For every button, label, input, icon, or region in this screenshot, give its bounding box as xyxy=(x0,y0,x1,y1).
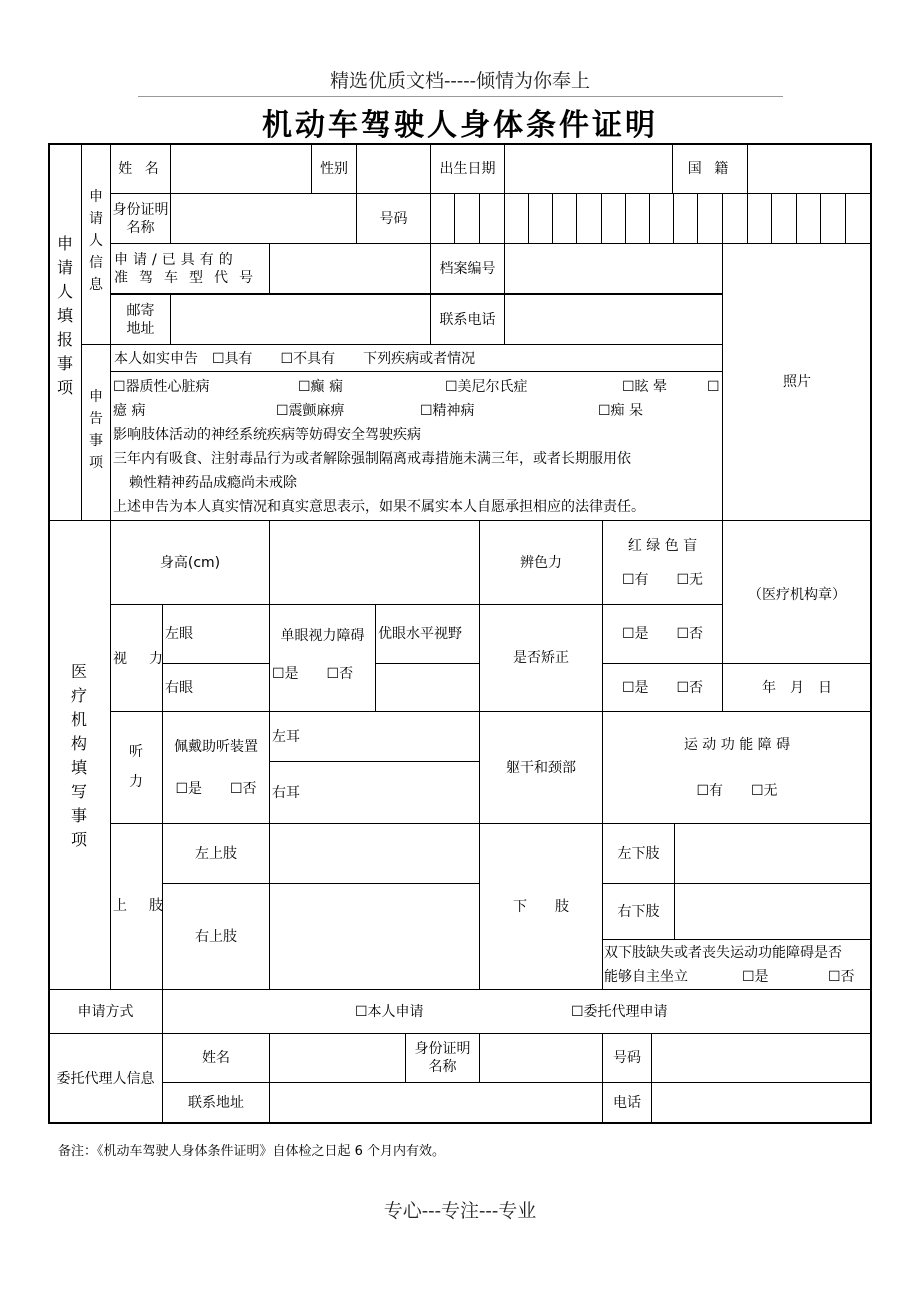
license-label-line2: 准驾车型代号 xyxy=(114,269,264,286)
seal-box: （医疗机构章） xyxy=(722,520,872,664)
id-type-field[interactable] xyxy=(170,193,357,244)
disease-heart[interactable]: ☐器质性心脏病 xyxy=(113,379,210,395)
field-label: 优眼水平视野 xyxy=(375,604,480,664)
disease-parkinson[interactable]: ☐震颤麻痹 xyxy=(276,403,345,419)
id-digit-box[interactable] xyxy=(673,193,698,244)
medical-section-label: 医疗机构填写事项 xyxy=(70,662,87,849)
disease-dementia[interactable]: ☐痴 呆 xyxy=(598,403,644,419)
color-label: 辨色力 xyxy=(479,520,603,605)
id-number-label: 号码 xyxy=(356,193,431,244)
id-digit-box[interactable] xyxy=(625,193,650,244)
motor-cell xyxy=(602,711,872,824)
proxy-address-label: 联系地址 xyxy=(162,1082,270,1124)
nationality-field[interactable] xyxy=(747,143,872,194)
birth-field[interactable] xyxy=(504,143,673,194)
id-digit-box[interactable] xyxy=(552,193,577,244)
id-digit-box[interactable] xyxy=(747,193,772,244)
red-green-label: 红 绿 色 盲 xyxy=(627,537,698,554)
phone-field[interactable] xyxy=(504,294,723,345)
declare-line-have[interactable]: 本人如实申告 ☐具有 ☐不具有 下列疾病或者情况 xyxy=(114,351,476,367)
id-digit-box[interactable] xyxy=(820,193,846,244)
id-digit-box[interactable] xyxy=(697,193,723,244)
left-lower-label: 左下肢 xyxy=(602,823,675,884)
hearing-label-2: 力 xyxy=(129,774,143,790)
declare-statement: 上述申告为本人真实情况和真实意思表示，如果不属实本人自愿承担相应的法律责任。 xyxy=(113,499,645,515)
sit-question-line1: 双下肢缺失或者丧失运动功能障碍是否 xyxy=(604,945,842,961)
id-type-label: 身份证明名称 xyxy=(110,193,171,244)
declare-drugs-2: 赖性精神药品成瘾尚未戒除 xyxy=(129,475,297,491)
license-label-cell xyxy=(110,243,270,294)
id-digit-box[interactable] xyxy=(528,193,553,244)
page-title: 机动车驾驶人身体条件证明 xyxy=(262,108,658,143)
motor-label: 运 动 功 能 障 碍 xyxy=(683,736,791,753)
declare-divider xyxy=(110,371,723,372)
left-lower-field[interactable] xyxy=(674,823,872,884)
photo-box: 照片 xyxy=(722,243,872,521)
id-digit-box[interactable] xyxy=(722,193,748,244)
id-digit-box[interactable] xyxy=(796,193,821,244)
disease-hysteria-checkbox[interactable]: ☐ xyxy=(707,379,720,395)
name-field[interactable] xyxy=(170,143,312,194)
upper-label-1: 上 xyxy=(113,898,127,914)
exam-date[interactable]: 年 月 日 xyxy=(722,663,872,712)
right-upper-field[interactable] xyxy=(269,883,480,990)
vision-label-1: 视 xyxy=(113,651,127,667)
sit-no-checkbox[interactable]: ☐否 xyxy=(828,969,855,985)
id-digit-box[interactable] xyxy=(601,193,626,244)
birth-label: 出生日期 xyxy=(430,143,505,194)
height-field[interactable] xyxy=(269,520,480,605)
gender-field[interactable] xyxy=(356,143,431,194)
disease-epilepsy[interactable]: ☐癫 痫 xyxy=(298,379,344,395)
left-ear-label: 左耳 xyxy=(269,711,480,762)
color-blind-options[interactable]: ☐有 ☐无 xyxy=(621,571,704,588)
proxy-phone-field[interactable] xyxy=(651,1082,872,1124)
proxy-info-label: 委托代理人信息 xyxy=(48,1033,163,1124)
proxy-address-field[interactable] xyxy=(269,1082,603,1124)
mono-vision-label: 单眼视力障碍 xyxy=(280,628,365,644)
sit-yes-checkbox[interactable]: ☐是 xyxy=(742,969,769,985)
color-blind-cell xyxy=(602,520,723,605)
trunk-label: 躯干和颈部 xyxy=(479,711,603,824)
license-field[interactable] xyxy=(269,243,431,294)
proxy-number-label: 号码 xyxy=(602,1033,652,1083)
height-label: 身高(cm) xyxy=(110,520,270,605)
apply-self-checkbox[interactable]: ☐本人申请 xyxy=(355,1004,424,1020)
correct-right-options[interactable]: ☐是 ☐否 xyxy=(602,663,723,712)
declare-drugs-1: 三年内有吸食、注射毒品行为或者解除强制隔离戒毒措施未满三年，或者长期服用依 xyxy=(113,451,631,467)
hearing-aid-cell xyxy=(162,711,270,824)
proxy-id-type-label: 身份证明名称 xyxy=(405,1033,480,1083)
nationality-label: 国 籍 xyxy=(672,143,748,194)
hearing-label-1: 听 xyxy=(129,744,143,760)
left-upper-field[interactable] xyxy=(269,823,480,884)
proxy-number-field[interactable] xyxy=(651,1033,872,1083)
proxy-id-type-field[interactable] xyxy=(479,1033,603,1083)
right-upper-label: 右上肢 xyxy=(162,883,270,990)
upper-label-2: 肢 xyxy=(149,898,163,914)
field-value[interactable] xyxy=(375,663,480,712)
id-digit-box[interactable] xyxy=(649,193,674,244)
file-no-label: 档案编号 xyxy=(430,243,505,294)
disease-mental[interactable]: ☐精神病 xyxy=(420,403,475,419)
id-digit-box[interactable] xyxy=(430,193,455,244)
id-digit-box[interactable] xyxy=(504,193,529,244)
right-lower-label: 右下肢 xyxy=(602,883,675,940)
sit-question-line2: 能够自主坐立 xyxy=(604,969,688,985)
correct-left-options[interactable]: ☐是 ☐否 xyxy=(602,604,723,664)
address-field[interactable] xyxy=(170,294,431,345)
declare-label: 申告事项 xyxy=(89,389,103,471)
proxy-name-field[interactable] xyxy=(269,1033,406,1083)
id-digit-box[interactable] xyxy=(454,193,480,244)
apply-method-cell xyxy=(162,989,872,1034)
applicant-section-label: 申请人填报事项 xyxy=(56,234,73,397)
license-label-line1: 申请/已具有的 xyxy=(114,251,238,268)
header-text: 精选优质文档-----倾情为你奉上 xyxy=(329,70,591,92)
right-ear-label: 右耳 xyxy=(269,761,480,824)
mono-vision-options[interactable]: ☐是 ☐否 xyxy=(272,666,354,682)
id-digit-box[interactable] xyxy=(845,193,872,244)
disease-meniere[interactable]: ☐美尼尔氏症 xyxy=(445,379,528,395)
right-lower-field[interactable] xyxy=(674,883,872,940)
correct-label: 是否矫正 xyxy=(479,604,603,712)
left-upper-label: 左上肢 xyxy=(162,823,270,884)
applicant-info-label: 申请人信息 xyxy=(89,189,103,293)
hearing-aid-options[interactable]: ☐是 ☐否 xyxy=(175,780,257,797)
hearing-aid-label: 佩戴助听装置 xyxy=(174,738,258,755)
disease-hysteria: 癔 病 xyxy=(113,403,146,419)
motor-options[interactable]: ☐有 ☐无 xyxy=(696,782,778,799)
proxy-name-label: 姓名 xyxy=(162,1033,270,1083)
footer-text: 专心---专注---专业 xyxy=(383,1200,537,1222)
disease-vertigo[interactable]: ☐眩 晕 xyxy=(622,379,668,395)
declare-nervous: 影响肢体活动的神经系统疾病等妨碍安全驾驶疾病 xyxy=(113,427,421,443)
id-digit-box[interactable] xyxy=(479,193,505,244)
apply-method-label: 申请方式 xyxy=(48,989,163,1034)
id-digit-box[interactable] xyxy=(771,193,797,244)
gender-label: 性别 xyxy=(311,143,357,194)
hearing-cell xyxy=(110,711,163,824)
file-no-field[interactable] xyxy=(504,243,723,294)
name-label: 姓 名 xyxy=(110,143,171,194)
proxy-phone-label: 电话 xyxy=(602,1082,652,1124)
vision-label-2: 力 xyxy=(149,651,163,667)
header-divider xyxy=(138,96,783,97)
remark-note: 备注：《机动车驾驶人身体条件证明》自体检之日起 6 个月内有效。 xyxy=(58,1144,446,1159)
right-eye-label: 右眼 xyxy=(162,663,270,712)
apply-proxy-checkbox[interactable]: ☐委托代理申请 xyxy=(571,1004,668,1020)
phone-label: 联系电话 xyxy=(430,294,505,345)
left-eye-label: 左眼 xyxy=(162,604,270,664)
address-label: 邮寄地址 xyxy=(110,294,171,345)
id-digit-box[interactable] xyxy=(576,193,602,244)
lower-limb-label: 下 肢 xyxy=(479,823,603,990)
mono-vision-cell xyxy=(269,604,376,712)
